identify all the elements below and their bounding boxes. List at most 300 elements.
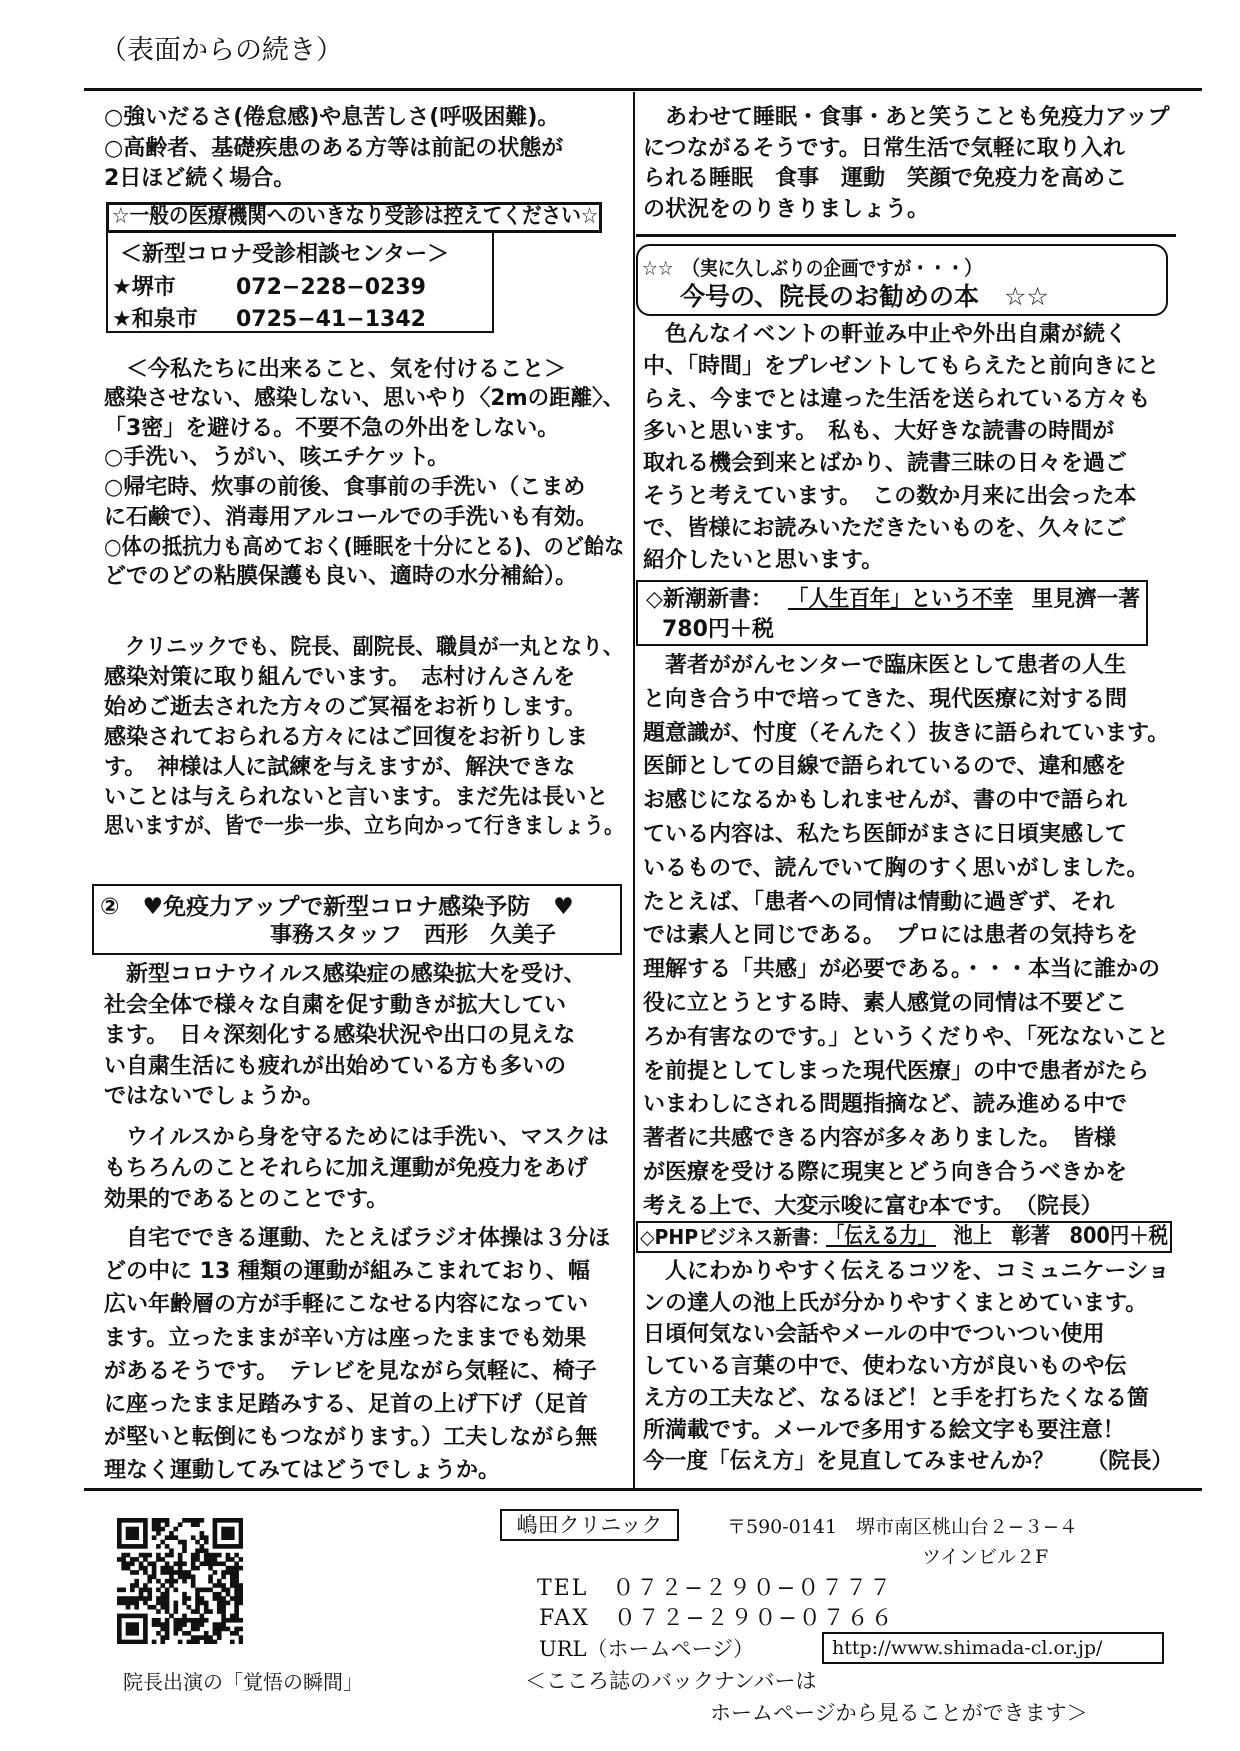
qr-module [182,1579,187,1584]
qr-module [165,1522,170,1527]
qr-module [230,1640,235,1644]
qr-module [126,1518,131,1523]
qr-module [117,1596,122,1601]
text-line: している言葉の中で、使わない方が良いものや伝 [643,1354,1127,1380]
text-line: に石鹸で）、消毒用アルコールでの手洗いも有効。 [104,504,598,530]
text-line: いるもので、読んでいて胸のすく思いがしました。 [643,855,1149,881]
qr-module [117,1635,122,1640]
qr-module [143,1531,148,1536]
qr-module [208,1561,213,1566]
text-line: の状況をのりきりましょう。 [643,197,930,222]
qr-module [121,1596,126,1601]
qr-module [160,1640,165,1644]
qr-module [204,1557,209,1562]
qr-module [195,1609,200,1614]
qr-module [173,1609,178,1614]
qr-module [134,1601,139,1606]
qr-module [226,1531,231,1536]
qr-module [217,1592,222,1597]
qr-module [213,1522,218,1527]
qr-module [213,1535,218,1540]
qr-module [217,1631,222,1636]
qr-module [117,1640,122,1644]
qr-module [226,1627,231,1632]
qr-module [187,1518,192,1523]
qr-module [165,1561,170,1566]
qr-module [191,1579,196,1584]
qr-module [178,1622,183,1627]
text-line: いことは与えられないと言います。まだ先は長いと [104,784,609,810]
qr-module [234,1618,239,1623]
qr-module [130,1622,135,1627]
article2-title: ② ♥免疫力アップで新型コロナ感染予防 ♥ [100,894,574,920]
qr-module [208,1609,213,1614]
text-line: あわせて睡眠・食事・あと笑うことも免疫力アップ [643,105,1170,130]
qr-module [165,1635,170,1640]
book2-publisher: ◇PHPビジネス新書： [640,1225,830,1249]
text-line: 感染されておられる方々にはご回復をお祈りしま [104,724,589,750]
qr-module [213,1527,218,1532]
qr-module [221,1605,226,1610]
qr-module [134,1627,139,1632]
qr-module [139,1596,144,1601]
qr-module [221,1609,226,1614]
text-line: す。 神様は人に試練を与えますが、解決できな [104,754,576,780]
qr-module [217,1561,222,1566]
qr-module [182,1548,187,1553]
qr-module [165,1596,170,1601]
qr-module [126,1535,131,1540]
text-line: と向き合う中で培ってきた、現代医療に対する問 [643,686,1128,712]
text-line: どでのどの粘膜保護も良い、適時の水分補給）。 [104,564,578,590]
qr-module [221,1614,226,1619]
text-line: 考える上で、大変示唆に富む本です。 （院長） [643,1193,1103,1219]
qr-module [165,1609,170,1614]
qr-module [182,1518,187,1523]
qr-module [143,1596,148,1601]
qr-module [195,1540,200,1545]
qr-module [217,1596,222,1601]
text-line: 題意識が、忖度（そんたく）抜きに語られています。 [643,720,1170,746]
qr-module [130,1557,135,1562]
qr-module [234,1566,239,1571]
qr-module [173,1618,178,1623]
qr-module [143,1583,148,1588]
qr-module [160,1622,165,1627]
qr-module [178,1618,183,1623]
qr-module [156,1557,161,1562]
qr-module [147,1588,152,1593]
qr-module [156,1588,161,1593]
qr-module [143,1518,148,1523]
qr-module [213,1544,218,1549]
qr-module [200,1518,205,1523]
top-rule [84,88,1202,91]
consult-row-label: ★和泉市 [112,307,198,332]
qr-module [226,1618,231,1623]
qr-module [121,1566,126,1571]
qr-module [221,1535,226,1540]
text-line: 医師としての目線で語られているので、違和感を [643,754,1127,780]
text-line: ではないでしょうか。 [104,1084,325,1109]
clinic-url-link[interactable]: http://www.shimada-cl.or.jp/ [822,1632,1164,1664]
qr-module [160,1583,165,1588]
qr-module [143,1535,148,1540]
qr-module [117,1588,122,1593]
qr-module [217,1605,222,1610]
qr-module [156,1553,161,1558]
book1-publisher: ◇新潮新書： [646,587,773,612]
qr-module [121,1601,126,1606]
text-line: られる睡眠 食事 運動 笑顔で免疫力を高めこ [643,166,1128,191]
column-divider [633,92,635,1490]
qr-module [165,1601,170,1606]
qr-module [226,1566,231,1571]
qr-module [230,1574,235,1579]
qr-module [134,1596,139,1601]
qr-module [182,1601,187,1606]
qr-module [173,1561,178,1566]
qr-module [234,1588,239,1593]
qr-module [204,1618,209,1623]
text-line: 2日ほど続く場合。 [104,166,296,191]
qr-module [147,1561,152,1566]
qr-module [156,1609,161,1614]
qr-module [126,1601,131,1606]
qr-module [187,1618,192,1623]
text-line: 感染させない、感染しない、思いやり〈2mの距離〉、 [104,386,625,411]
qr-module [178,1553,183,1558]
warning-text: ☆一般の医療機関へのいきなり受診は控えてください☆ [112,204,599,229]
clinic-tel: TEL ０７２−２９０−０７７７ [537,1576,894,1601]
qr-module [239,1618,243,1623]
text-line: 色んなイベントの軒並み中止や外出自粛が続く [643,322,1128,347]
article2-author: 事務スタッフ 西形 久美子 [270,923,557,948]
text-line: ○強いだるさ(倦怠感)や息苦しさ(呼吸困難)。 [104,105,560,130]
qr-module [126,1622,131,1627]
tips-heading: ＜今私たちに出来ること、気を付けること＞ [126,357,567,382]
qr-module [143,1614,148,1619]
qr-module [195,1622,200,1627]
qr-module [160,1605,165,1610]
qr-module [213,1583,218,1588]
qr-module [226,1544,231,1549]
text-line: ている内容は、私たち医師がまさに日頃実感して [643,822,1128,847]
qr-module [226,1557,231,1562]
qr-module [121,1553,126,1558]
qr-module [239,1566,243,1571]
qr-module [130,1544,135,1549]
qr-module [182,1631,187,1636]
qr-module [143,1544,148,1549]
qr-module [213,1622,218,1627]
qr-module [221,1574,226,1579]
qr-module [200,1561,205,1566]
qr-module [213,1631,218,1636]
qr-module [204,1609,209,1614]
text-line: 広い年齢層の方が手軽にこなせる内容になってい [104,1292,589,1318]
qr-module [234,1561,239,1566]
text-line: ンの達人の池上氏が分かりやすくまとめています。 [643,1290,1148,1316]
qr-module [126,1561,131,1566]
qr-module [217,1544,222,1549]
qr-module [160,1592,165,1597]
qr-module [221,1583,226,1588]
qr-module [178,1570,183,1575]
qr-module [234,1609,239,1614]
consult-row-phone: 072−228−0239 [236,275,426,300]
qr-module [134,1583,139,1588]
text-line: があるそうです。 テレビを見ながら気軽に、椅子 [104,1358,597,1384]
qr-module [173,1622,178,1627]
qr-module [230,1614,235,1619]
book1-title: 「人生百年」という不幸 [788,587,1014,612]
qr-module [126,1614,131,1619]
qr-module [134,1614,139,1619]
qr-module [169,1535,174,1540]
text-line: 理解する「共感」が必要である。・・・本当に誰かの [643,957,1161,983]
qr-module [208,1635,213,1640]
qr-module [130,1596,135,1601]
qr-module [152,1527,157,1532]
qr-module [239,1540,243,1545]
qr-code[interactable] [117,1518,243,1644]
qr-module [169,1566,174,1571]
qr-module [182,1574,187,1579]
qr-module [195,1627,200,1632]
url-label: URL（ホームページ） [539,1637,755,1661]
qr-module [230,1579,235,1584]
clinic-building: ツインビル２F [922,1546,1049,1568]
qr-module [152,1622,157,1627]
bottom-rule [84,1488,1202,1491]
qr-module [147,1592,152,1597]
qr-module [160,1566,165,1571]
qr-module [143,1566,148,1571]
qr-module [134,1631,139,1636]
qr-module [117,1518,122,1523]
text-line: 理なく運動してみてはどうでしょうか。 [104,1458,501,1484]
qr-module [134,1557,139,1562]
qr-module [200,1544,205,1549]
qr-module [191,1574,196,1579]
qr-module [182,1570,187,1575]
qr-module [208,1574,213,1579]
qr-module [208,1640,213,1644]
qr-module [178,1574,183,1579]
qr-module [134,1622,139,1627]
text-line: 新型コロナウイルス感染症の感染拡大を受け、 [104,962,586,987]
book1-price: 780円＋税 [662,617,774,642]
text-line: 著者に共感できる内容が多々ありました。 皆様 [643,1126,1117,1152]
qr-module [187,1570,192,1575]
qr-module [143,1622,148,1627]
qr-module [169,1553,174,1558]
qr-module [156,1601,161,1606]
qr-module [134,1535,139,1540]
qr-module [121,1557,126,1562]
qr-module [221,1518,226,1523]
text-line: で、皆様にお読みいただきたいものを、久々にご [643,515,1127,541]
qr-module [230,1557,235,1562]
qr-module [208,1557,213,1562]
qr-module [139,1588,144,1593]
qr-module [239,1531,243,1536]
qr-module [173,1605,178,1610]
qr-module [234,1553,239,1558]
text-line: ○手洗い、うがい、咳エチケット。 [104,445,450,471]
qr-module [191,1635,196,1640]
qr-module [204,1605,209,1610]
clinic-name: 嶋田クリニック [500,1509,679,1541]
text-line: 著者ががんセンターで臨床医として患者の人生 [643,653,1127,678]
text-line: が医療を受ける際に現実とどう向き合うべきかを [643,1160,1128,1185]
text-line: え方の工夫など、なるほど！と手を打ちたくなる箇 [643,1385,1150,1411]
qr-module [165,1592,170,1597]
qr-module [169,1614,174,1619]
qr-module [130,1640,135,1644]
qr-module [147,1553,152,1558]
consult-row-phone: 0725−41−1342 [236,307,426,332]
qr-module [182,1596,187,1601]
book1-author: 里見濟一著 [1010,587,1141,612]
qr-module [165,1618,170,1623]
qr-module [213,1531,218,1536]
qr-module [230,1518,235,1523]
qr-module [204,1631,209,1636]
text-line: ○帰宅時、炊事の前後、食事前の手洗い（こまめ [104,475,586,501]
qr-module [200,1635,205,1640]
qr-module [143,1588,148,1593]
text-line: 思いますが、皆で一歩一歩、立ち向かって行きましょう。 [104,814,625,840]
qr-module [165,1579,170,1584]
clinic-address: 〒590-0141 堺市南区桃山台２−３−４ [727,1516,1078,1538]
text-line: 役に立とうとする時、素人感覚の同情は不要どこ [643,991,1128,1016]
qr-module [130,1627,135,1632]
text-line: ○体の抵抗力も高めておく(睡眠を十分にとる)、のど飴な [104,534,625,560]
qr-module [121,1518,126,1523]
qr-module [134,1518,139,1523]
qr-module [173,1570,178,1575]
qr-module [165,1566,170,1571]
backnumber-note-1: ＜こころ誌のバックナンバーは [525,1669,817,1693]
text-line: 自宅でできる運動、たとえばラジオ体操は３分ほ [104,1226,611,1251]
qr-module [200,1535,205,1540]
qr-module [178,1640,183,1644]
qr-module [160,1635,165,1640]
qr-module [117,1618,122,1623]
qr-module [200,1588,205,1593]
qr-module [134,1640,139,1644]
qr-module [147,1574,152,1579]
qr-module [221,1601,226,1606]
qr-module [126,1531,131,1536]
qr-module [126,1566,131,1571]
text-line: もちろんのことそれらに加え運動が免疫力をあげ [104,1156,589,1181]
qr-module [213,1640,218,1644]
qr-module [191,1627,196,1632]
qr-module [143,1540,148,1545]
consult-center-title: ＜新型コロナ受診相談センター＞ [120,242,450,267]
qr-module [204,1548,209,1553]
qr-module [143,1627,148,1632]
qr-module [130,1518,135,1523]
qr-module [143,1618,148,1623]
qr-module [217,1627,222,1632]
qr-module [117,1544,122,1549]
qr-module [204,1640,209,1644]
qr-module [200,1548,205,1553]
qr-module [213,1557,218,1562]
qr-module [208,1566,213,1571]
qr-module [117,1522,122,1527]
text-line: い自粛生活にも疲れが出始めている方も多いの [104,1054,567,1079]
qr-module [195,1566,200,1571]
qr-caption: 院長出演の「覚悟の瞬間」 [123,1670,363,1694]
qr-module [121,1561,126,1566]
qr-module [152,1522,157,1527]
qr-module [200,1531,205,1536]
qr-module [239,1635,243,1640]
qr-module [178,1540,183,1545]
qr-module [234,1574,239,1579]
qr-module [195,1557,200,1562]
qr-module [130,1583,135,1588]
qr-module [195,1518,200,1523]
clinic-fax: FAX ０７２−２９０−０７６６ [539,1606,895,1631]
qr-module [239,1557,243,1562]
page-heading: （表面からの続き） [100,35,343,66]
qr-module [152,1574,157,1579]
qr-module [134,1544,139,1549]
qr-module [156,1518,161,1523]
qr-module [117,1622,122,1627]
qr-module [208,1579,213,1584]
qr-module [156,1622,161,1627]
text-line: 今一度「伝え方」を見直してみませんか？ （院長） [643,1449,1174,1475]
qr-module [191,1557,196,1562]
feature-title: 今号の、院長のお勧めの本 ☆☆ [680,282,1049,311]
qr-module [195,1592,200,1597]
qr-module [165,1570,170,1575]
qr-module [195,1605,200,1610]
qr-module [182,1614,187,1619]
qr-module [152,1640,157,1644]
qr-module [178,1627,183,1632]
qr-module [126,1627,131,1632]
book2-author-price: 池上 彰著 800円＋税 [934,1224,1168,1249]
qr-module [147,1596,152,1601]
qr-module [200,1614,205,1619]
text-line: 始めご逝去された方々のご冥福をお祈りします。 [104,694,587,720]
qr-module [213,1596,218,1601]
qr-module [121,1588,126,1593]
qr-module [156,1631,161,1636]
qr-module [178,1561,183,1566]
qr-module [160,1527,165,1532]
qr-module [191,1566,196,1571]
qr-module [239,1588,243,1593]
qr-module [239,1627,243,1632]
text-line: ろか有害なのです。」というくだりや、「死なないこと [643,1024,1169,1050]
qr-module [139,1614,144,1619]
qr-module [117,1531,122,1536]
qr-module [239,1527,243,1532]
qr-module [152,1570,157,1575]
qr-module [239,1583,243,1588]
qr-module [200,1601,205,1606]
qr-module [178,1566,183,1571]
